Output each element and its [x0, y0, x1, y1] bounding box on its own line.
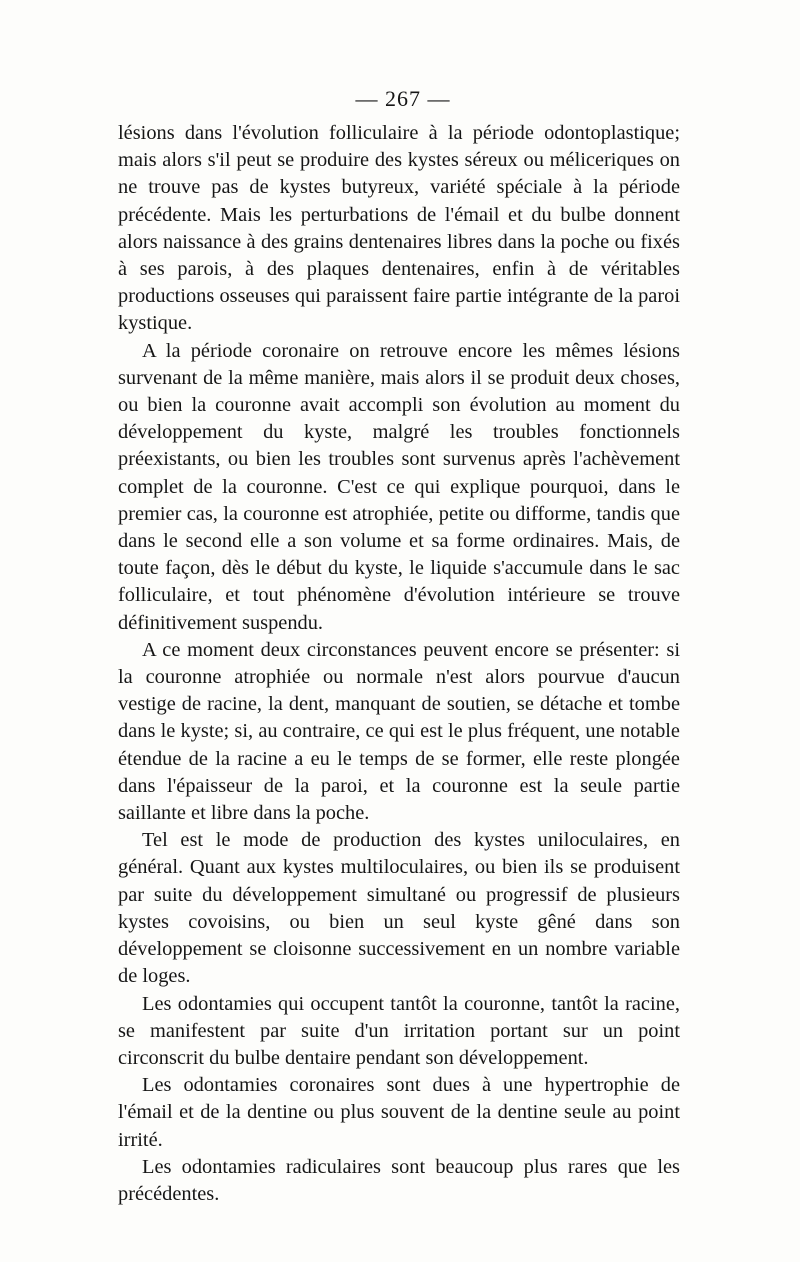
- paragraph-2: A la période coronaire on retrouve encore les mêmes lésions survenant de la même manière, mais alors il se produit deux choses, ou bien la couronne avait accompli son évolution au moment du développement du kyste, malgré les troubles fonctionnels préexistants, ou bien les troubles sont survenus après l'achèvement complet de la couronne. C'est ce qui explique pourquoi, dans le premier cas, la couronne est atrophiée, petite ou difforme, tandis que dans le second elle a son volume et sa forme ordinaires. Mais, de toute façon, dès le début du kyste, le liquide s'accumule dans le sac folliculaire, et tout phénomène d'évolution intérieure se trouve définitivement suspendu.: [118, 339, 680, 634]
- paragraph-4: Tel est le mode de production des kystes uniloculaires, en général. Quant aux kystes multiloculaires, ou bien ils se produisent par suite du développement simultané ou progressif de plusieurs kystes covoisins, ou bien un seul kyste gêné dans son développement se cloisonne successivement en un nombre variable de loges.: [118, 829, 680, 988]
- paragraph-5: Les odontamies qui occupent tantôt la couronne, tantôt la racine, se manifestent par suite d'un irritation portant sur un point circonscrit du bulbe dentaire pendant son développement.: [118, 992, 680, 1069]
- book-page: [118, 86, 680, 1208]
- paragraph-1: lésions dans l'évolution folliculaire à la période odontoplastique; mais alors s'il peut se produire des kystes séreux ou méliceriques on ne trouve pas de kystes butyreux, variété spéciale à la période précédente. Mais les perturbations de l'émail et du bulbe donnent alors naissance à des grains dentenaires libres dans la poche ou fixés à ses parois, à des plaques dentenaires, enfin à de véritables productions osseuses qui paraissent faire partie intégrante de la paroi kystique.: [118, 122, 680, 335]
- page-number: — 267 —: [355, 86, 451, 111]
- paragraph-7: Les odontamies radiculaires sont beaucoup plus rares que les précédentes.: [118, 1155, 680, 1205]
- paragraph-6: Les odontamies coronaires sont dues à une hypertrophie de l'émail et de la dentine ou plus souvent de la dentine seule au point irrité.: [118, 1074, 680, 1151]
- paragraph-3: A ce moment deux circonstances peuvent encore se présenter: si la couronne atrophiée ou normale n'est alors pourvue d'aucun vestige de racine, la dent, manquant de soutien, se détache et tombe dans le kyste; si, au contraire, ce qui est le plus fréquent, une notable étendue de la racine a eu le temps de se former, elle reste plongée dans l'épaisseur de la paroi, et la couronne est la seule partie saillante et libre dans la poche.: [118, 638, 680, 825]
